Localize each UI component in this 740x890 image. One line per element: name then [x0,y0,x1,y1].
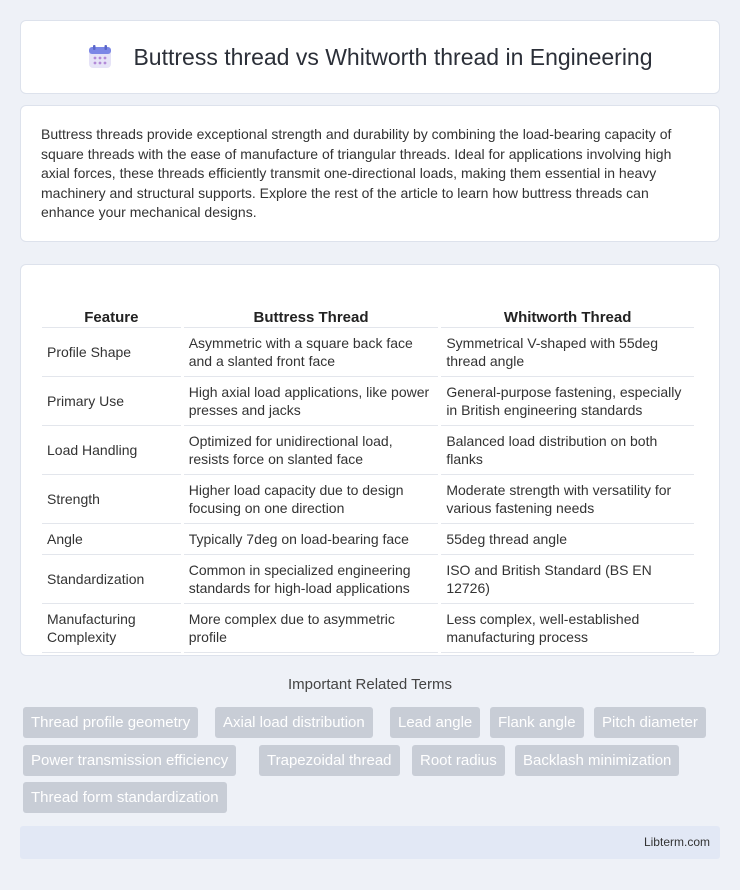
title-card [20,20,720,94]
table-cell: More complex due to asymmetric profile [184,604,439,653]
comparison-table [39,285,697,653]
table-cell: Primary Use [42,377,181,426]
related-term-tag[interactable]: Root radius [412,745,505,776]
table-row [42,524,694,555]
table-cell: Balanced load distribution on both flanks [441,426,694,475]
related-term-tag[interactable]: Pitch diameter [594,707,706,738]
related-term-tag[interactable]: Thread form standardization [23,782,227,813]
table-cell: Profile Shape [42,328,181,377]
table-row [42,328,694,377]
table-cell: ISO and British Standard (BS EN 12726) [441,555,694,604]
table-cell: Strength [42,475,181,524]
page-title: Buttress thread vs Whitworth thread in Engineering [133,43,653,70]
table-row [42,426,694,475]
table-cell: Typically 7deg on load-bearing face [184,524,439,555]
table-cell: Angle [42,524,181,555]
calendar-icon [87,44,113,70]
footer [20,826,720,859]
header-feature: Feature [42,285,181,328]
table-cell: Standardization [42,555,181,604]
related-term-tag[interactable]: Flank angle [490,707,584,738]
table-row [42,377,694,426]
table-cell: Symmetrical V-shaped with 55deg thread angle [441,328,694,377]
header-whitworth: Whitworth Thread [441,285,694,328]
related-terms-heading: Important Related Terms [288,676,452,693]
table-cell: Optimized for unidirectional load, resists force on slanted face [184,426,439,475]
table-row [42,555,694,604]
table-cell: Common in specialized engineering standards for high-load applications [184,555,439,604]
related-term-tag[interactable]: Backlash minimization [515,745,679,776]
table-cell: High axial load applications, like power presses and jacks [184,377,439,426]
comparison-card [20,264,720,656]
table-row [42,475,694,524]
related-term-tag[interactable]: Thread profile geometry [23,707,198,738]
related-term-tag[interactable]: Axial load distribution [215,707,373,738]
table-cell: Load Handling [42,426,181,475]
table-cell: General-purpose fastening, especially in British engineering standards [441,377,694,426]
table-cell: Moderate strength with versatility for various fastening needs [441,475,694,524]
table-header-row [42,285,694,328]
intro-paragraph: Buttress threads provide exceptional strength and durability by combining the load-bearing capacity of square threads with the ease of manufacture of triangular threads. Ideal for applications involving high axial forces, these threads efficiently transmit one-directional loads, making them essential in heavy machinery and structural supports. Explore the rest of the article to learn how buttress threads can enhance your mechanical designs. [41,126,672,220]
related-term-tag[interactable]: Lead angle [390,707,480,738]
footer-site-link[interactable]: Libterm.com [643,835,710,849]
related-term-tag[interactable]: Power transmission efficiency [23,745,236,776]
table-cell: Manufacturing Complexity [42,604,181,653]
related-term-tag[interactable]: Trapezoidal thread [259,745,400,776]
table-row [42,604,694,653]
table-cell: Less complex, well-established manufacturing process [441,604,694,653]
table-cell: Higher load capacity due to design focusing on one direction [184,475,439,524]
intro-card [20,105,720,242]
table-cell: 55deg thread angle [441,524,694,555]
header-buttress: Buttress Thread [184,285,439,328]
table-cell: Asymmetric with a square back face and a slanted front face [184,328,439,377]
